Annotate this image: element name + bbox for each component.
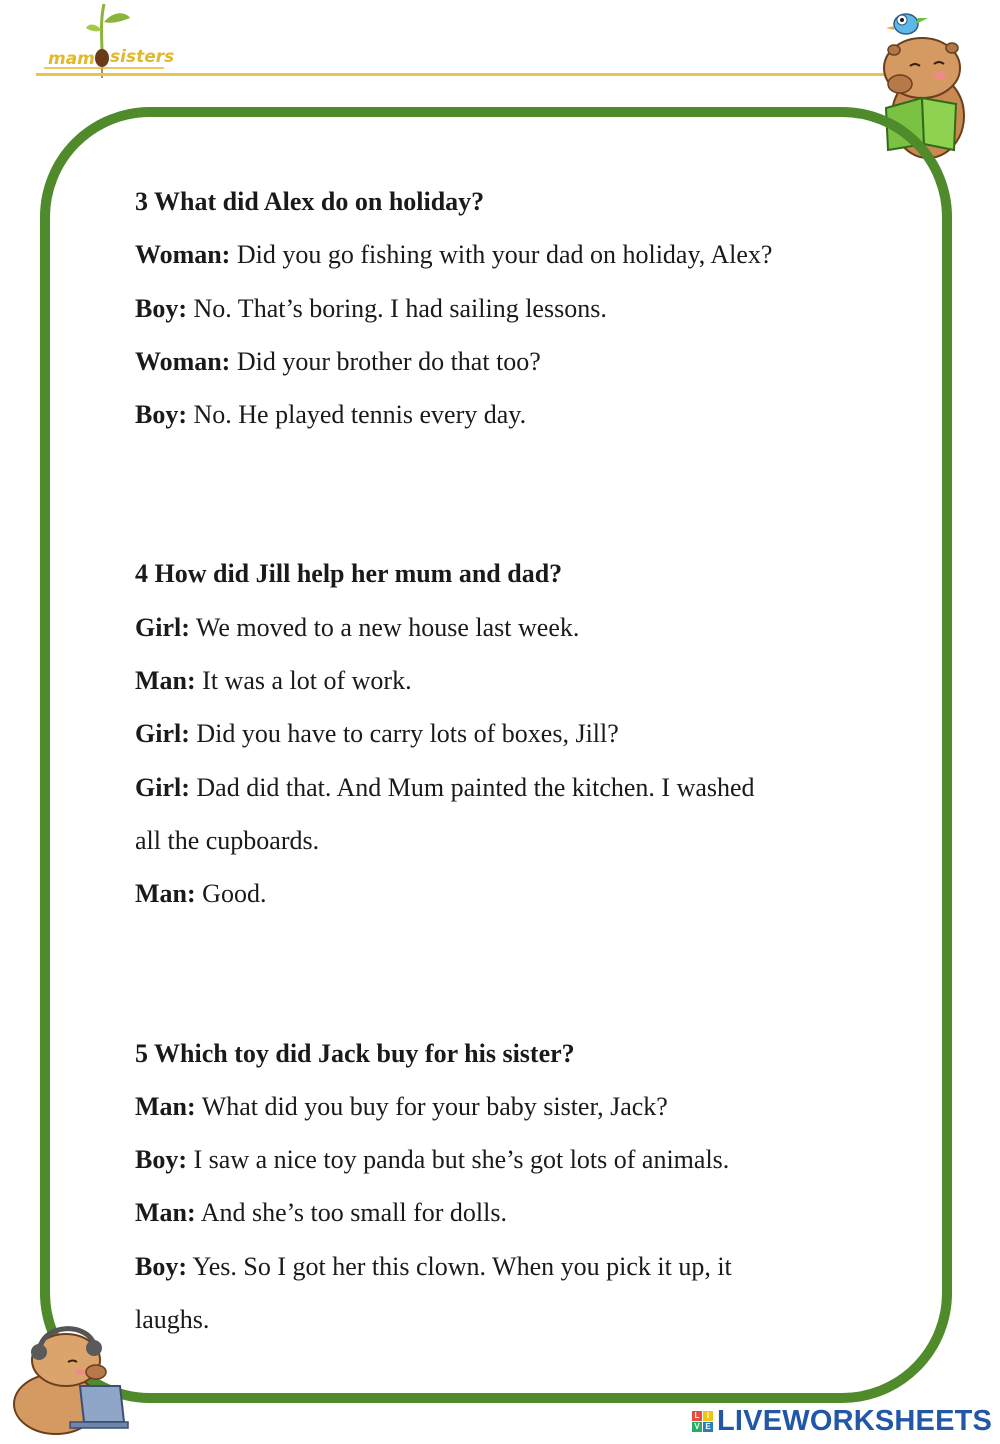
speaker-label: Woman:	[135, 240, 231, 270]
dialogue-text: We moved to a new house last week.	[189, 612, 580, 642]
dialogue-text: I saw a nice toy panda but she’s got lots of animals.	[187, 1145, 730, 1175]
dialogue-line	[135, 707, 895, 760]
question-title: 4 How did Jill help her mum and dad?	[135, 559, 563, 589]
speaker-label: Man:	[135, 879, 196, 909]
speaker-label: Boy:	[135, 1145, 187, 1175]
question-section-4	[135, 547, 895, 920]
question-section-3	[135, 175, 895, 441]
dialogue-line	[135, 1133, 895, 1186]
dialogue-text: laughs.	[135, 1305, 210, 1335]
dialogue-text: Good.	[195, 879, 267, 909]
dialogue-text: Did your brother do that too?	[230, 346, 541, 376]
dialogue-line	[135, 282, 895, 335]
dialogue-line	[135, 601, 895, 654]
svg-text:sisters: sisters	[110, 47, 174, 67]
speaker-label: Boy:	[135, 1251, 187, 1281]
speaker-label: Girl:	[135, 772, 190, 802]
capybara-laptop-icon	[6, 1322, 131, 1438]
dialogue-text: And she’s too small for dolls.	[195, 1198, 507, 1228]
question-title: 3 What did Alex do on holiday?	[135, 187, 485, 216]
dialogue-text: What did you buy for your baby sister, Jack?	[195, 1091, 668, 1121]
brand-letter: E	[703, 1422, 713, 1432]
transcript-content	[135, 175, 895, 1346]
brand-letter: V	[692, 1422, 702, 1432]
brand-text: LIVEWORKSHEETS	[717, 1404, 993, 1437]
svg-text:mam: mam	[48, 49, 95, 69]
dialogue-line	[135, 1240, 895, 1293]
dialogue-line	[135, 654, 895, 707]
dialogue-text: Yes. So I got her this clown. When you pick it up, it	[187, 1251, 732, 1281]
question-section-5	[135, 1027, 895, 1347]
dialogue-line	[135, 814, 895, 867]
brand-mark-icon	[692, 1411, 713, 1432]
speaker-label: Woman:	[135, 346, 231, 376]
speaker-label: Man:	[135, 1091, 196, 1121]
liveworksheets-logo	[692, 1404, 992, 1438]
speaker-label: Girl:	[135, 612, 190, 642]
dialogue-line	[135, 228, 895, 281]
speaker-label: Girl:	[135, 719, 190, 749]
speaker-label: Man:	[135, 666, 196, 696]
dialogue-text: No. That’s boring. I had sailing lessons.	[187, 293, 607, 323]
dialogue-text: all the cupboards.	[135, 825, 320, 855]
dialogue-line	[135, 388, 895, 441]
brand-letter: I	[703, 1411, 713, 1421]
dialogue-line	[135, 761, 895, 814]
dialogue-line	[135, 1080, 895, 1133]
header-divider	[36, 73, 894, 76]
speaker-label: Man:	[135, 1198, 196, 1228]
dialogue-text: Dad did that. And Mum painted the kitchen. I washed	[189, 772, 755, 802]
dialogue-line	[135, 1293, 895, 1346]
dialogue-line	[135, 335, 895, 388]
dialogue-text: Did you go fishing with your dad on holiday, Alex?	[230, 240, 773, 270]
dialogue-line	[135, 867, 895, 920]
speaker-label: Boy:	[135, 293, 187, 323]
speaker-label: Boy:	[135, 400, 187, 430]
dialogue-text: No. He played tennis every day.	[187, 400, 527, 430]
brand-letter: L	[692, 1411, 702, 1421]
dialogue-text: It was a lot of work.	[195, 666, 412, 696]
sprout-logo-icon	[44, 0, 174, 82]
dialogue-text: Did you have to carry lots of boxes, Jill?	[189, 719, 619, 749]
dialogue-line	[135, 1186, 895, 1239]
question-title: 5 Which toy did Jack buy for his sister?	[135, 1038, 575, 1068]
